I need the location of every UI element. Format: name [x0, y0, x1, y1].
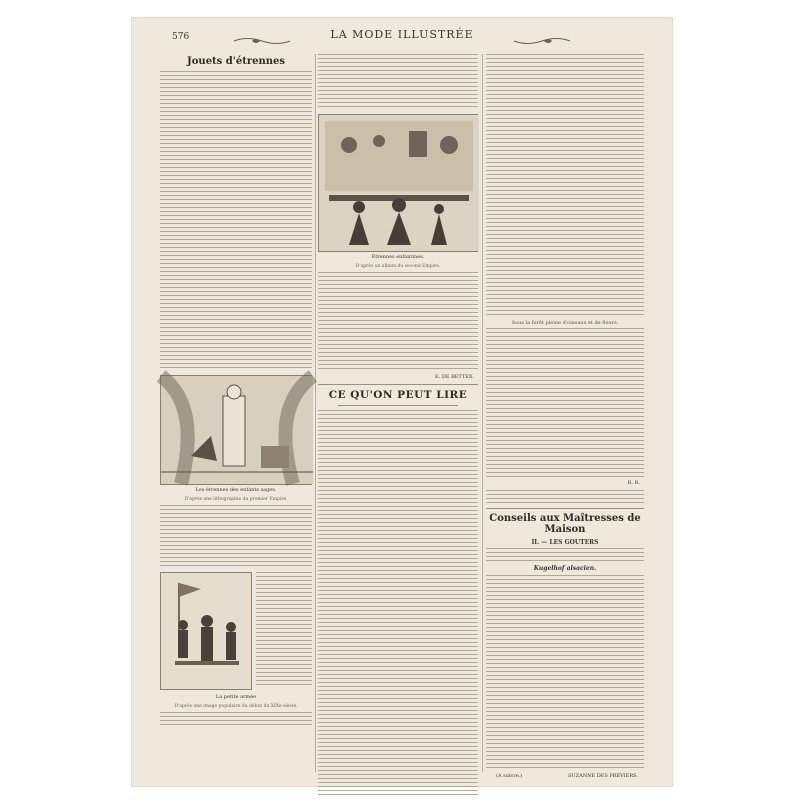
article-text-block [160, 71, 312, 371]
article-text-block [486, 548, 644, 562]
article-text-block [486, 575, 644, 771]
article-signature: E. DE BETTEX. [435, 374, 474, 380]
article-text-block [318, 54, 478, 110]
engraving-image-icon [161, 376, 313, 484]
recipe-title: Kugelhof alsacien. [533, 565, 597, 572]
caption-petite-armee: La petite armée [215, 694, 257, 700]
article-note-block [486, 490, 644, 504]
article-text-block [486, 328, 644, 478]
section-title-lire: CE QU'ON PEUT LIRE [328, 389, 468, 401]
illustration-etrennes-enfantines [318, 114, 478, 252]
illustration-etrennes-enfants [160, 375, 312, 485]
article-text-block [318, 410, 478, 796]
article-text-block [160, 505, 312, 569]
poem-line: Sous la forêt pleine d'oiseaux et de fleurs. [511, 320, 619, 326]
column-rule-1 [315, 54, 316, 772]
article-text-block [256, 572, 312, 688]
shop-scene-image-icon [319, 115, 479, 251]
section-divider [318, 384, 478, 385]
section-divider [486, 508, 644, 509]
right-ornament-icon [512, 36, 572, 46]
to-be-continued: (A suivre.) [496, 773, 523, 779]
page-header [132, 22, 672, 50]
illustration-petite-armee [160, 572, 252, 690]
journal-title: LA MODE ILLUSTRÉE [330, 28, 474, 41]
section-subtitle-gouters: II. — LES GOUTERS [531, 539, 599, 546]
newspaper-page [132, 18, 672, 786]
column-3 [486, 54, 644, 779]
column-1 [160, 54, 312, 774]
column-rule-2 [482, 54, 483, 772]
article-footer [486, 771, 644, 781]
illustration-row [160, 572, 312, 692]
soldiers-image-icon [161, 573, 251, 689]
caption-etrennes: Les étrennes des enfants sages. [195, 487, 277, 493]
article-title-jouets: Jouets d'étrennes [187, 56, 285, 67]
article-signature: B. R. [627, 480, 640, 486]
section-divider-short [338, 405, 458, 406]
caption-petite-armee-source: D'après une image populaire du début du XIXe siècle. [174, 704, 298, 709]
section-title-conseils: Conseils aux Maîtresses de Maison [489, 513, 641, 535]
article-text-block [160, 712, 312, 728]
column-2 [318, 54, 478, 774]
caption-etrennes-enfantines-source: D'après un album du second Empire. [355, 264, 441, 269]
article-text-block [486, 54, 644, 318]
page-number: 576 [172, 32, 190, 42]
caption-etrennes-enfantines: Étrennes enfantines. [371, 254, 425, 260]
author-signature: SUZANNE DES PRÉVIERS. [567, 773, 638, 779]
article-text-block [318, 272, 478, 372]
caption-etrennes-source: D'après une lithographie du premier Empire. [184, 497, 288, 502]
